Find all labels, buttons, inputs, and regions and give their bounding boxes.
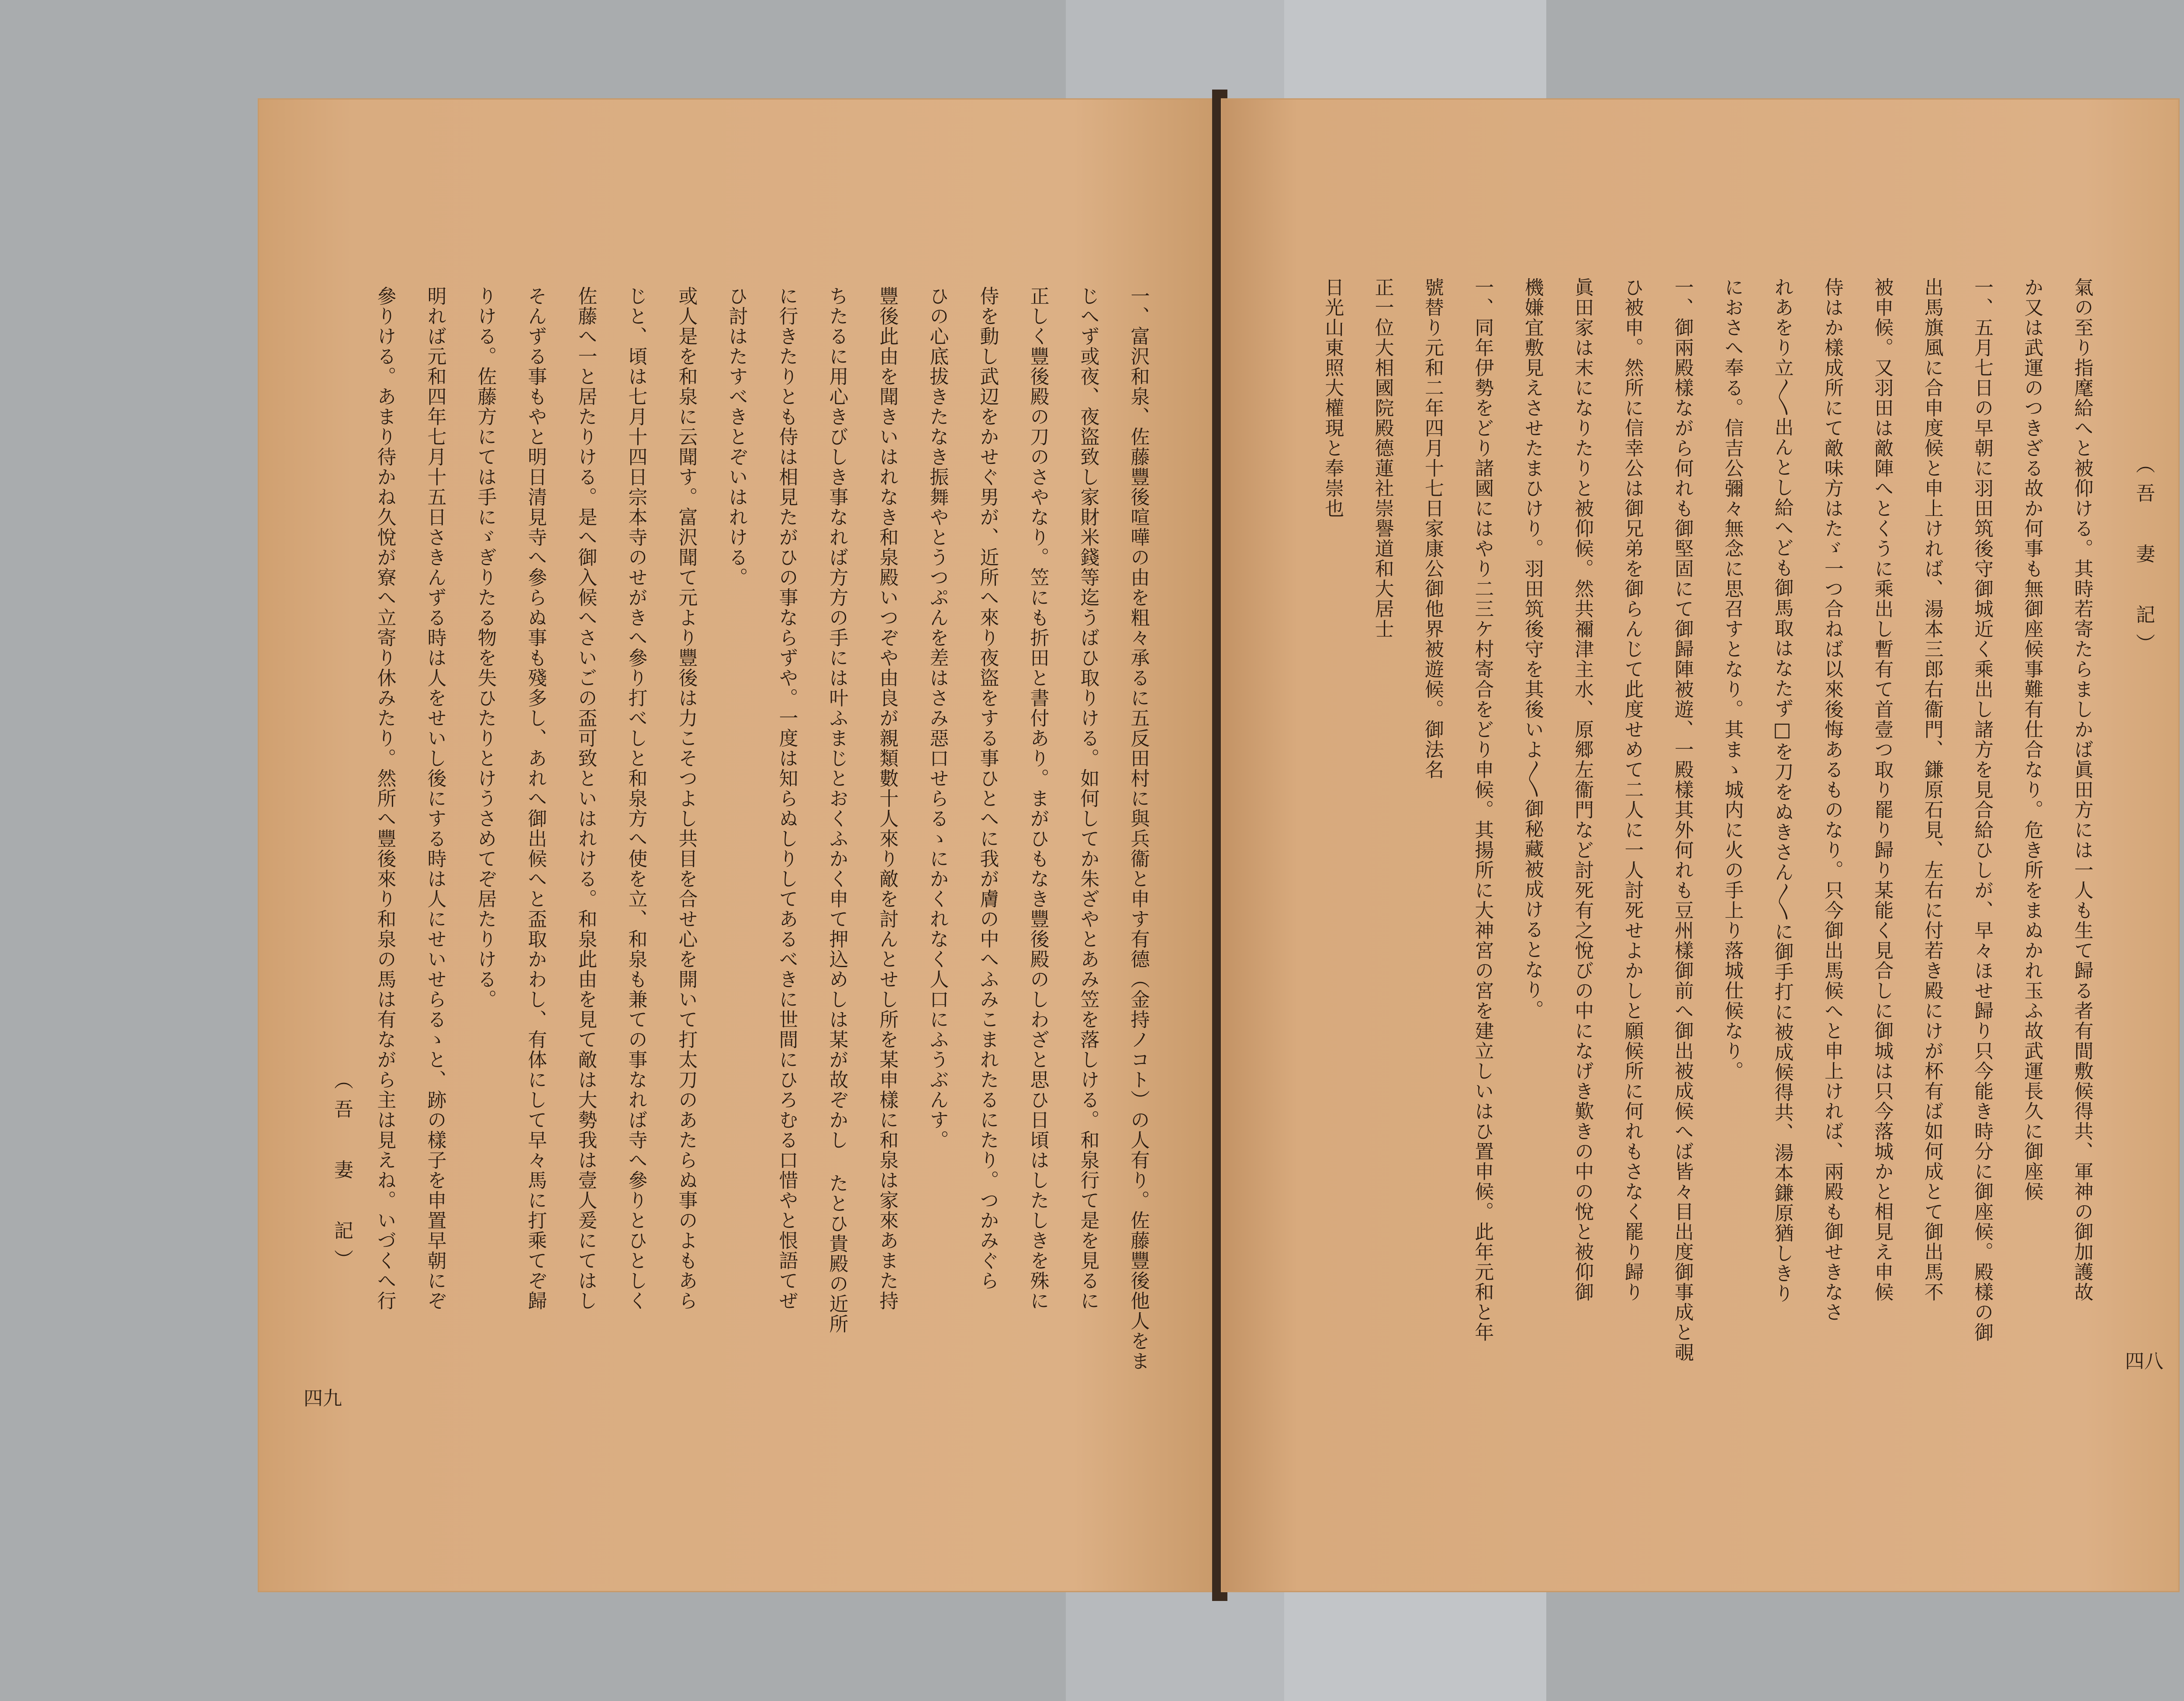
- text-column: 侍を動し武辺をかせぐ男が、近所へ來り夜盜をする事ひとへに我が膚の中へふみこまれたるにたり。つかみぐら: [976, 286, 999, 1291]
- text-column: 一、五月七日の早朝に羽田筑後守御城近く乘出し諸方を見合給ひしが、早々ほせ歸り只今能き時分に御座候。殿樣の御: [1971, 277, 1994, 1342]
- text-column: 一、富沢和泉、佐藤豐後喧嘩の由を粗々承るに五反田村に與兵衞と申す有德（金持ノコト）の人有り。佐藤豐後他人をま: [1127, 286, 1150, 1371]
- text-column: じと、頃は七月十四日宗本寺のせがきへ參り打べしと和泉方へ使を立、和泉も兼ての事なれば寺へ參りとひとしく: [625, 286, 647, 1311]
- left-page-text: [360, 286, 1164, 1439]
- text-column: 被申候。又羽田は敵陣へとくうに乘出し暫有て首壹つ取り罷り歸り某能く見合しに御城は只今落城かと相見え申候: [1871, 277, 1894, 1302]
- page-number-right: 四八: [2125, 1350, 2163, 1373]
- text-column: ひ討はたすべきとぞいはれける。: [725, 286, 748, 588]
- text-column: 眞田家は末になりたりと被仰候。然共禰津主水、原郷左衞門など討死有之悅びの中になげき歎きの中の悅と被仰御: [1571, 277, 1594, 1302]
- text-column: 佐藤へ一と居たりける。是へ御入候へさいごの盃可致といはれける。和泉此由を見て敵は大勢我は壹人爰にてはし: [574, 286, 597, 1311]
- left-page: [258, 98, 1216, 1592]
- open-book: [258, 98, 2180, 1592]
- text-column: 豐後此由を聞きいはれなき和泉殿いつぞや由良が親類數十人來り敵を討んとせし所を某申樣に和泉は家來あまた持: [876, 286, 898, 1311]
- text-column: じへず或夜、夜盜致し家財米錢等迄うばひ取りける。如何してか朱ざやとあみ笠を落しける。和泉行て是を見るに: [1077, 286, 1099, 1311]
- running-header-right: （吾 妻 記）: [2132, 454, 2155, 662]
- text-column: 號替り元和二年四月十七日家康公御他界被遊候。御法名: [1421, 277, 1444, 780]
- page-number-left: 四九: [304, 1387, 342, 1410]
- text-column: りける。佐藤方にては手にゞぎりたる物を失ひたりとけうさめてぞ居たりける。: [474, 286, 497, 1010]
- text-column: 或人是を和泉に云聞す。富沢聞て元より豐後は力こそつよし共目を合せ心を開いて打太刀のあたらぬ事のよもあら: [675, 286, 698, 1311]
- text-column: 正一位大相國院殿德蓮社崇譽道和大居士: [1371, 277, 1394, 639]
- right-page-text: [1308, 277, 2108, 1431]
- text-column: 參りける。あまり待かね久悅が寮へ立寄り休みたり。然所へ豐後來り和泉の馬は有ながら主は見えね。いづくへ行: [373, 286, 396, 1311]
- text-column: 一、同年伊勢をどり諸國にはやり二三ケ村寄合をどり申候。其揚所に大神宮の宮を建立しいはひ置申候。此年元和と年: [1471, 277, 1494, 1342]
- text-column: 日光山東照大權現と奉崇也: [1321, 277, 1344, 519]
- text-column: 機嫌宜敷見えさせたまひけり。羽田筑後守を其後いよ〳〵御秘藏被成けるとなり。: [1521, 277, 1544, 1020]
- text-column: れあをり立〳〵出んとし給へども御馬取はなたず□を刀をぬきさん〳〵に御手打に被成候得共、湯本鎌原猶しきり: [1771, 277, 1794, 1303]
- text-column: 出馬旗風に合申度候と申上ければ、湯本三郎右衞門、鎌原石見、左右に付若き殿にけが杯有ば如何成とて御出馬不: [1921, 277, 1943, 1302]
- text-column: そんずる事もやと明日清見寺へ參らぬ事も殘多し、あれへ御出候へと盃取かわし、有体にして早々馬に打乘てぞ歸: [524, 286, 547, 1311]
- running-header-left: （吾 妻 記）: [331, 1070, 353, 1278]
- text-column: 明れば元和四年七月十五日さきんずる時は人をせいし後にする時は人にせいせらるゝと、跡の樣子を申置早朝にぞ: [424, 286, 446, 1311]
- text-column: ひ被申。然所に信幸公は御兄弟を御らんじて此度せめて二人に一人討死せよかしと願候所に何れもさなく罷り歸り: [1621, 277, 1644, 1302]
- right-page: [1221, 98, 2180, 1592]
- text-column: におさへ奉る。信吉公彌々無念に思召すとなり。其まゝ城内に火の手上り落城仕候なり。: [1721, 277, 1744, 1081]
- text-column: か又は武運のつきざる故か何事も無御座候事難有仕合なり。危き所をまぬかれ玉ふ故武運長久に御座候: [2021, 277, 2043, 1202]
- text-column: ちたるに用心きびしき事なれば方方の手には叶ふまじとおくふかく申て押込めしは某が故ぞかし たとひ貴殿の近所: [826, 286, 848, 1334]
- text-column: に行きたりとも侍は相見たがひの事ならずや。一度は知らぬしりしてあるべきに世間にひろむる口惜やと恨語てぜ: [775, 286, 798, 1311]
- text-column: 侍はか樣成所にて敵味方はたゞ一つ合ねば以來後悔あるものなり。只今御出馬候へと申上ければ、兩殿も御せきなさ: [1821, 277, 1843, 1322]
- text-column: 一、御兩殿樣ながら何れも御堅固にて御歸陣被遊、一殿樣其外何れも豆州樣御前へ御出被成候へば皆々目出度御事成と覗: [1671, 277, 1693, 1362]
- text-column: 氣の至り指麾給へと被仰ける。其時若寄たらましかば眞田方には一人も生て歸る者有間敷候得共、軍神の御加護故: [2070, 277, 2093, 1302]
- text-column: 正しく豐後殿の刀のさやなり。笠にも折田と書付あり。まがひもなき豐後殿のしわざと思ひ日頃はしたしきを殊に: [1026, 286, 1049, 1311]
- text-column: ひの心底拔きたなき振舞やとうつぷんを差はさみ惡口せらるゝにかくれなく人口にふうぶんす。: [926, 286, 949, 1150]
